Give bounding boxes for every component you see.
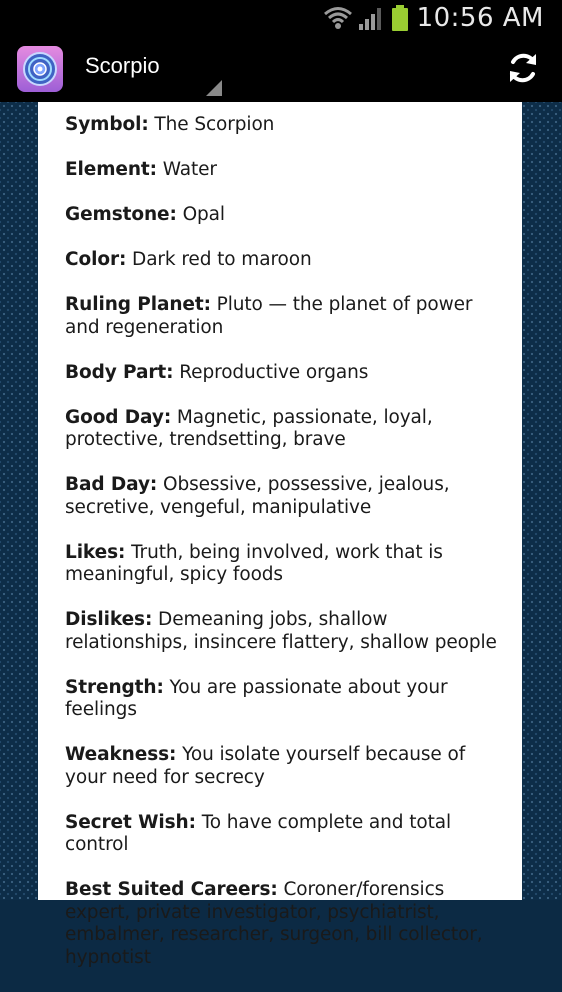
detail-strength — [65, 677, 505, 722]
wifi-icon — [323, 5, 353, 31]
detail-ruling-planet — [65, 294, 505, 339]
detail-label: Likes: — [65, 541, 126, 563]
detail-label: Body Part: — [65, 361, 174, 383]
detail-label: Gemstone: — [65, 204, 177, 225]
detail-element — [65, 159, 505, 182]
detail-value: Water — [156, 159, 217, 180]
detail-value: Pluto — the planet of power and regeneration — [65, 294, 473, 338]
detail-value: Magnetic, passionate, loyal, protective, trendsetting, brave — [65, 406, 433, 450]
detail-label: Strength: — [65, 676, 164, 698]
signal-icon — [357, 5, 385, 31]
detail-secret-wish — [65, 812, 505, 857]
detail-label: Ruling Planet: — [65, 294, 211, 315]
detail-color — [65, 249, 505, 272]
detail-dislikes — [65, 609, 505, 654]
status-bar — [0, 0, 562, 36]
sign-details-list — [65, 114, 505, 992]
detail-label: Element: — [65, 159, 157, 180]
detail-label: Symbol: — [65, 114, 149, 135]
detail-value: Coroner/forensics expert, private investigator, psychiatrist, embalmer, researcher, surgeon, bill collector, hypnotist — [65, 879, 483, 968]
detail-weakness — [65, 744, 505, 789]
detail-value: To have complete and total control — [65, 811, 452, 855]
detail-value: Dark red to maroon — [126, 249, 312, 270]
content-card[interactable] — [38, 102, 522, 968]
detail-value: You isolate yourself because of your need for secrecy — [65, 744, 466, 788]
dropdown-triangle-icon[interactable] — [206, 80, 222, 96]
action-bar — [0, 36, 562, 104]
detail-likes — [65, 542, 505, 587]
detail-label: Best Suited Careers: — [65, 879, 278, 900]
detail-value: The Scorpion — [148, 114, 275, 135]
detail-label: Secret Wish: — [65, 811, 196, 833]
detail-value: Opal — [176, 204, 225, 225]
page-title[interactable]: Scorpio — [85, 53, 160, 78]
detail-value: Reproductive organs — [173, 361, 369, 383]
zodiac-wheel-icon[interactable] — [17, 46, 63, 92]
detail-symbol — [65, 114, 505, 137]
detail-label: Color: — [65, 249, 127, 270]
detail-value: Truth, being involved, work that is meaningful, spicy foods — [65, 541, 443, 585]
detail-label: Bad Day: — [65, 474, 158, 495]
detail-best-suited-careers — [65, 879, 505, 969]
refresh-icon[interactable] — [505, 50, 541, 86]
detail-value: Obsessive, possessive, jealous, secretive, vengeful, manipulative — [65, 474, 450, 518]
detail-label: Dislikes: — [65, 609, 153, 630]
detail-label: Weakness: — [65, 744, 177, 765]
detail-good-day — [65, 407, 505, 452]
detail-value: Demeaning jobs, shallow relationships, insincere flattery, shallow people — [65, 609, 497, 653]
detail-gemstone — [65, 204, 505, 227]
detail-bad-day — [65, 474, 505, 519]
detail-value: You are passionate about your feelings — [65, 676, 448, 720]
battery-icon — [391, 4, 409, 32]
detail-body-part — [65, 362, 505, 385]
detail-label: Good Day: — [65, 406, 172, 428]
status-time: 10:56 AM — [416, 3, 544, 33]
status-icons — [323, 0, 562, 36]
